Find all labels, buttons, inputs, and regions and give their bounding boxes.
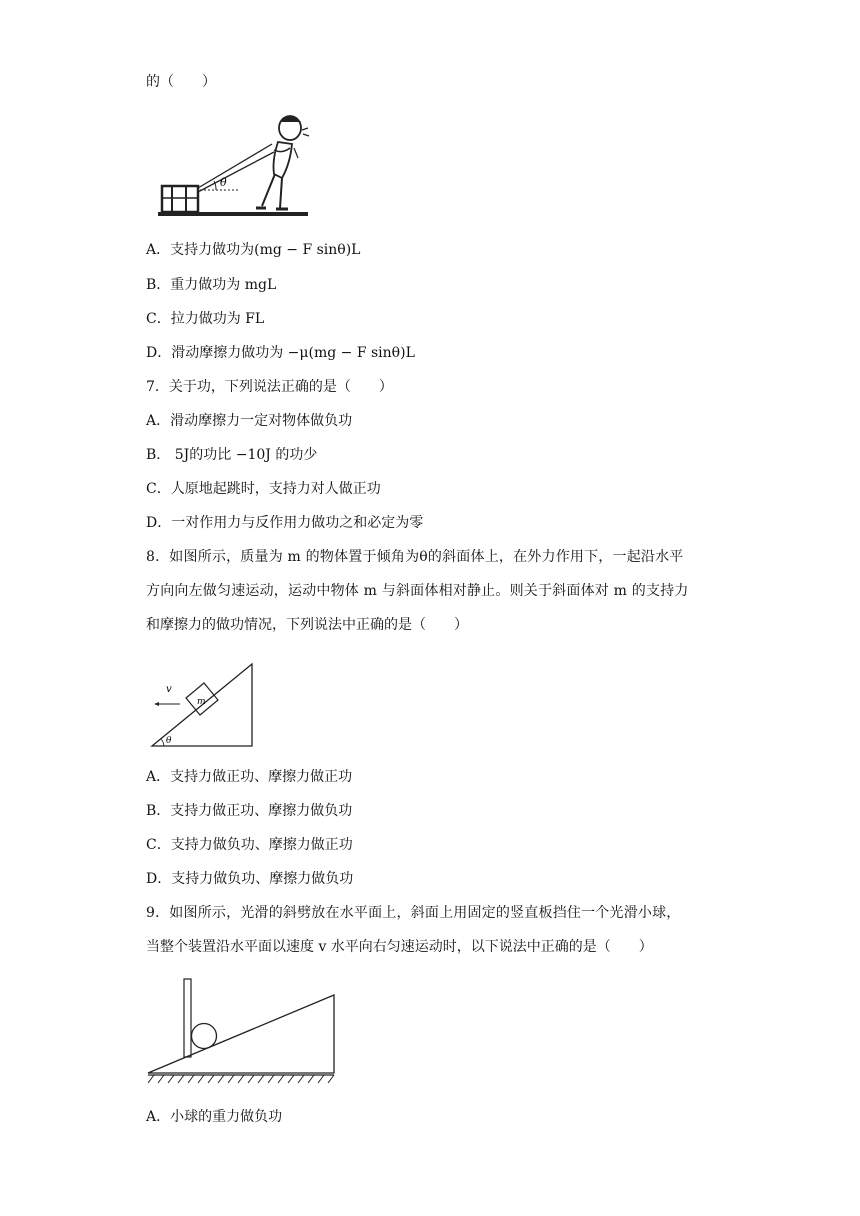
q7-stem: 7．关于功，下列说法正确的是（ ） (146, 379, 393, 395)
q9-stem-line-2: 当整个装置沿水平面以速度 v 水平向右匀速运动时，以下说法中正确的是（ ） (146, 939, 653, 955)
q7-option-a: A．滑动摩擦力一定对物体做负功 (146, 413, 353, 429)
q8-option-d: D．支持力做负功、摩擦力做负功 (146, 871, 354, 887)
theta-label: θ (220, 176, 227, 189)
q8-option-a: A．支持力做正功、摩擦力做正功 (146, 769, 353, 785)
q8-option-c: C．支持力做负功、摩擦力做正功 (146, 837, 353, 853)
q8-stem-line-2: 方向向左做匀速运动，运动中物体 m 与斜面体相对静止。则关于斜面体对 m 的支持力 (146, 583, 689, 599)
mass-label: m (197, 697, 206, 707)
question-continuation: 的（ ） (146, 74, 216, 90)
q9-option-a: A．小球的重力做负功 (146, 1109, 283, 1125)
q6-option-a: A．支持力做功为(mg − F sinθ)L (146, 242, 361, 258)
q6-option-c: C．拉力做功为 FL (146, 311, 265, 327)
q8-stem-line-3: 和摩擦力的做功情况，下列说法中正确的是（ ） (146, 617, 468, 633)
figure-wedge-ball-board (144, 975, 344, 1087)
q7-option-c: C．人原地起跳时，支持力对人做正功 (146, 481, 381, 497)
q8-stem-line-1: 8．如图所示，质量为 m 的物体置于倾角为θ的斜面体上，在外力作用下，一起沿水平 (146, 549, 684, 565)
q9-stem-line-1: 9．如图所示，光滑的斜劈放在水平面上，斜面上用固定的竖直板挡住一个光滑小球， (146, 905, 681, 921)
q7-option-d: D．一对作用力与反作用力做功之和必定为零 (146, 515, 424, 531)
theta-label: θ (166, 736, 172, 746)
q7-option-b: B． 5J的功比 −10J 的功少 (146, 447, 318, 463)
velocity-label: v (166, 684, 172, 695)
q6-option-b: B．重力做功为 mgL (146, 277, 277, 293)
figure-wedge-block (148, 656, 258, 752)
figure-person-pulling-box (150, 108, 320, 220)
q6-option-d: D．滑动摩擦力做功为 −μ(mg − F sinθ)L (146, 345, 415, 361)
q8-option-b: B．支持力做正功、摩擦力做负功 (146, 803, 353, 819)
